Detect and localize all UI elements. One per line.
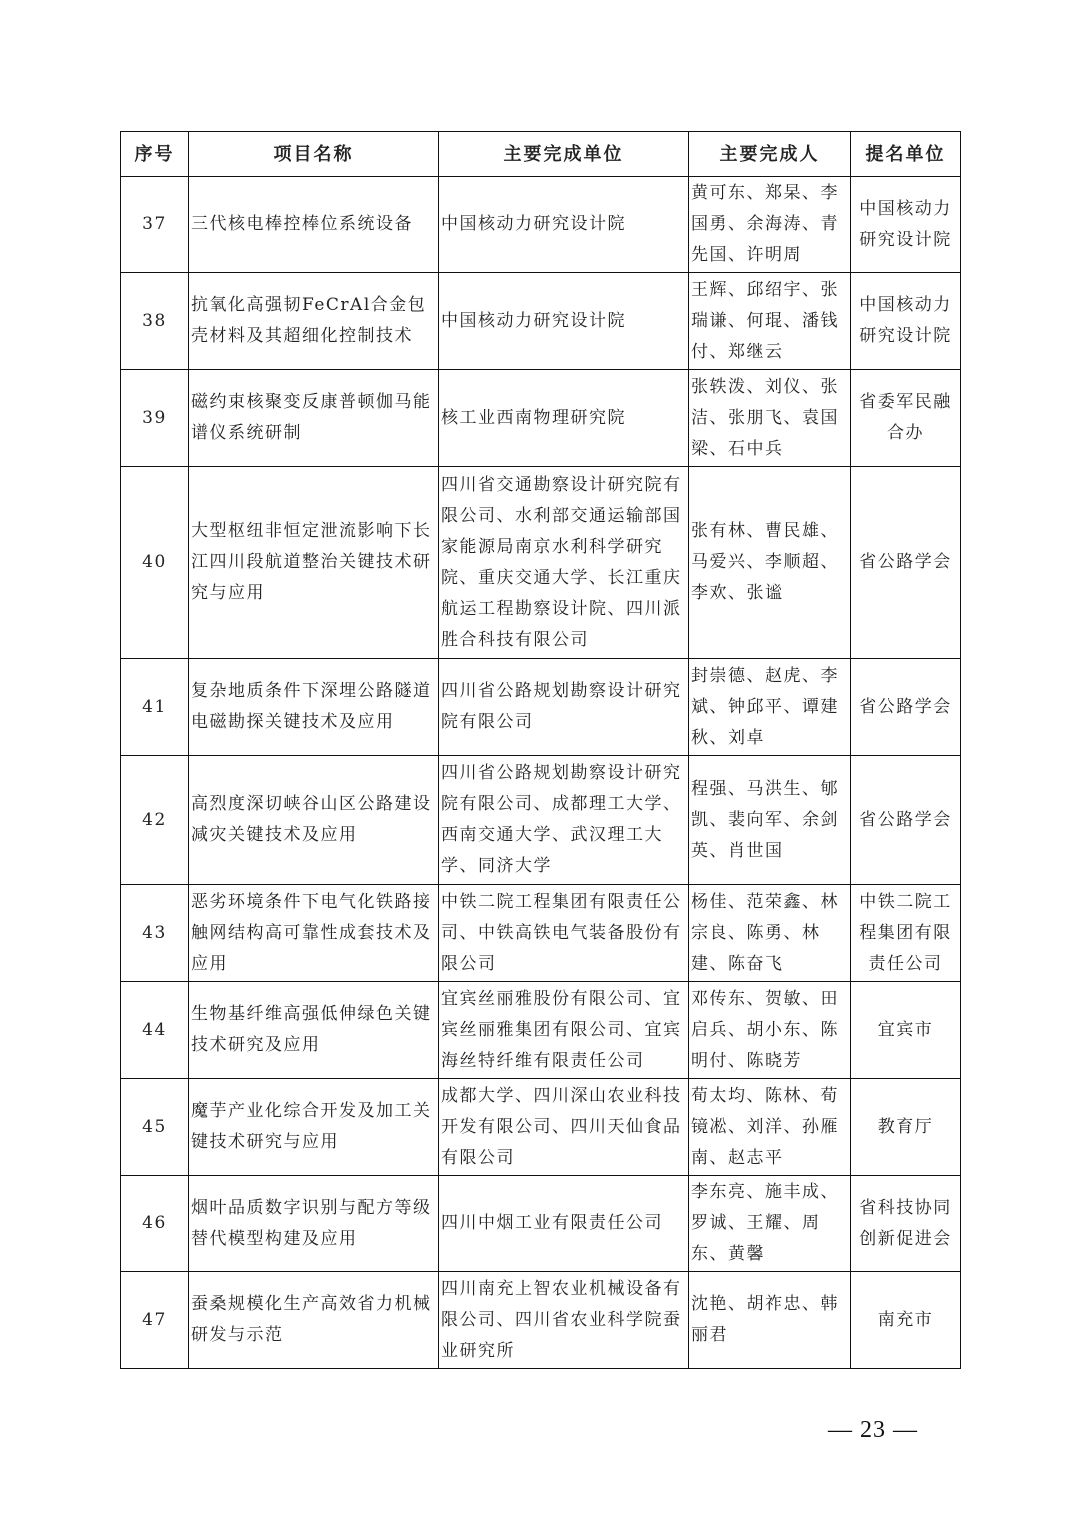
row-nominator: 中国核动力研究设计院: [851, 273, 961, 370]
row-people: 程强、马洪生、郇凯、裴向军、余剑英、肖世国: [689, 756, 851, 885]
row-people: 王辉、邱绍宇、张瑞谦、何琨、潘钱付、郑继云: [689, 273, 851, 370]
header-nominator: 提名单位: [851, 132, 961, 177]
row-unit: 宜宾丝丽雅股份有限公司、宜宾丝丽雅集团有限公司、宜宾海丝特纤维有限责任公司: [439, 982, 689, 1079]
row-people: 封崇德、赵虎、李斌、钟邱平、谭建秋、刘卓: [689, 659, 851, 756]
row-number: 38: [121, 273, 189, 370]
row-people: 邓传东、贺敏、田启兵、胡小东、陈明付、陈晓芳: [689, 982, 851, 1079]
row-number: 42: [121, 756, 189, 885]
awards-table: [120, 131, 961, 1369]
page-number: — 23 —: [828, 1417, 918, 1443]
row-project: 恶劣环境条件下电气化铁路接触网结构高可靠性成套技术及应用: [189, 885, 439, 982]
row-project: 高烈度深切峡谷山区公路建设减灾关键技术及应用: [189, 756, 439, 885]
table-row: [121, 273, 961, 370]
header-unit: 主要完成单位: [439, 132, 689, 177]
row-people: 沈艳、胡祚忠、韩丽君: [689, 1272, 851, 1369]
row-project: 烟叶品质数字识别与配方等级替代模型构建及应用: [189, 1176, 439, 1272]
row-number: 44: [121, 982, 189, 1079]
row-nominator: 宜宾市: [851, 982, 961, 1079]
row-project: 大型枢纽非恒定泄流影响下长江四川段航道整治关键技术研究与应用: [189, 467, 439, 659]
row-unit: 中国核动力研究设计院: [439, 273, 689, 370]
row-nominator: 教育厅: [851, 1079, 961, 1176]
row-people: 杨佳、范荣鑫、林宗良、陈勇、林建、陈奋飞: [689, 885, 851, 982]
row-people: 张轶泼、刘仪、张洁、张朋飞、袁国梁、石中兵: [689, 370, 851, 467]
row-number: 45: [121, 1079, 189, 1176]
row-unit: 中国核动力研究设计院: [439, 177, 689, 273]
table-header-row: [121, 132, 961, 177]
row-project: 生物基纤维高强低伸绿色关键技术研究及应用: [189, 982, 439, 1079]
header-number: 序号: [121, 132, 189, 177]
row-nominator: 南充市: [851, 1272, 961, 1369]
row-unit: 成都大学、四川深山农业科技开发有限公司、四川天仙食品有限公司: [439, 1079, 689, 1176]
row-project: 蚕桑规模化生产高效省力机械研发与示范: [189, 1272, 439, 1369]
row-number: 46: [121, 1176, 189, 1272]
row-nominator: 省科技协同创新促进会: [851, 1176, 961, 1272]
row-people: 荀太均、陈林、荀镜凇、刘洋、孙雁南、赵志平: [689, 1079, 851, 1176]
table-row: [121, 467, 961, 659]
row-people: 黄可东、郑杲、李国勇、余海涛、青先国、许明周: [689, 177, 851, 273]
row-nominator: 省委军民融合办: [851, 370, 961, 467]
row-unit: 四川省公路规划勘察设计研究院有限公司、成都理工大学、西南交通大学、武汉理工大学、同济大学: [439, 756, 689, 885]
row-people: 张有林、曹民雄、马爱兴、李顺超、李欢、张谧: [689, 467, 851, 659]
row-nominator: 中铁二院工程集团有限责任公司: [851, 885, 961, 982]
table-row: [121, 756, 961, 885]
row-number: 39: [121, 370, 189, 467]
header-project: 项目名称: [189, 132, 439, 177]
row-nominator: 省公路学会: [851, 659, 961, 756]
row-number: 40: [121, 467, 189, 659]
header-people: 主要完成人: [689, 132, 851, 177]
table-row: [121, 659, 961, 756]
row-project: 魔芋产业化综合开发及加工关键技术研究与应用: [189, 1079, 439, 1176]
table-row: [121, 1272, 961, 1369]
row-nominator: 省公路学会: [851, 756, 961, 885]
row-project: 三代核电棒控棒位系统设备: [189, 177, 439, 273]
row-project: 复杂地质条件下深埋公路隧道电磁勘探关键技术及应用: [189, 659, 439, 756]
row-unit: 四川中烟工业有限责任公司: [439, 1176, 689, 1272]
table-row: [121, 370, 961, 467]
table-row: [121, 885, 961, 982]
table-row: [121, 177, 961, 273]
row-unit: 四川省公路规划勘察设计研究院有限公司: [439, 659, 689, 756]
row-project: 磁约束核聚变反康普顿伽马能谱仪系统研制: [189, 370, 439, 467]
row-unit: 四川南充上智农业机械设备有限公司、四川省农业科学院蚕业研究所: [439, 1272, 689, 1369]
row-nominator: 中国核动力研究设计院: [851, 177, 961, 273]
table-row: [121, 1079, 961, 1176]
row-number: 37: [121, 177, 189, 273]
row-unit: 四川省交通勘察设计研究院有限公司、水利部交通运输部国家能源局南京水利科学研究院、重庆交通大学、长江重庆航运工程勘察设计院、四川派胜合科技有限公司: [439, 467, 689, 659]
row-number: 47: [121, 1272, 189, 1369]
row-nominator: 省公路学会: [851, 467, 961, 659]
table-row: [121, 982, 961, 1079]
row-number: 43: [121, 885, 189, 982]
row-unit: 核工业西南物理研究院: [439, 370, 689, 467]
row-number: 41: [121, 659, 189, 756]
row-unit: 中铁二院工程集团有限责任公司、中铁高铁电气装备股份有限公司: [439, 885, 689, 982]
row-project: 抗氧化高强韧FeCrAl合金包壳材料及其超细化控制技术: [189, 273, 439, 370]
row-people: 李东亮、施丰成、罗诚、王耀、周东、黄馨: [689, 1176, 851, 1272]
table-row: [121, 1176, 961, 1272]
